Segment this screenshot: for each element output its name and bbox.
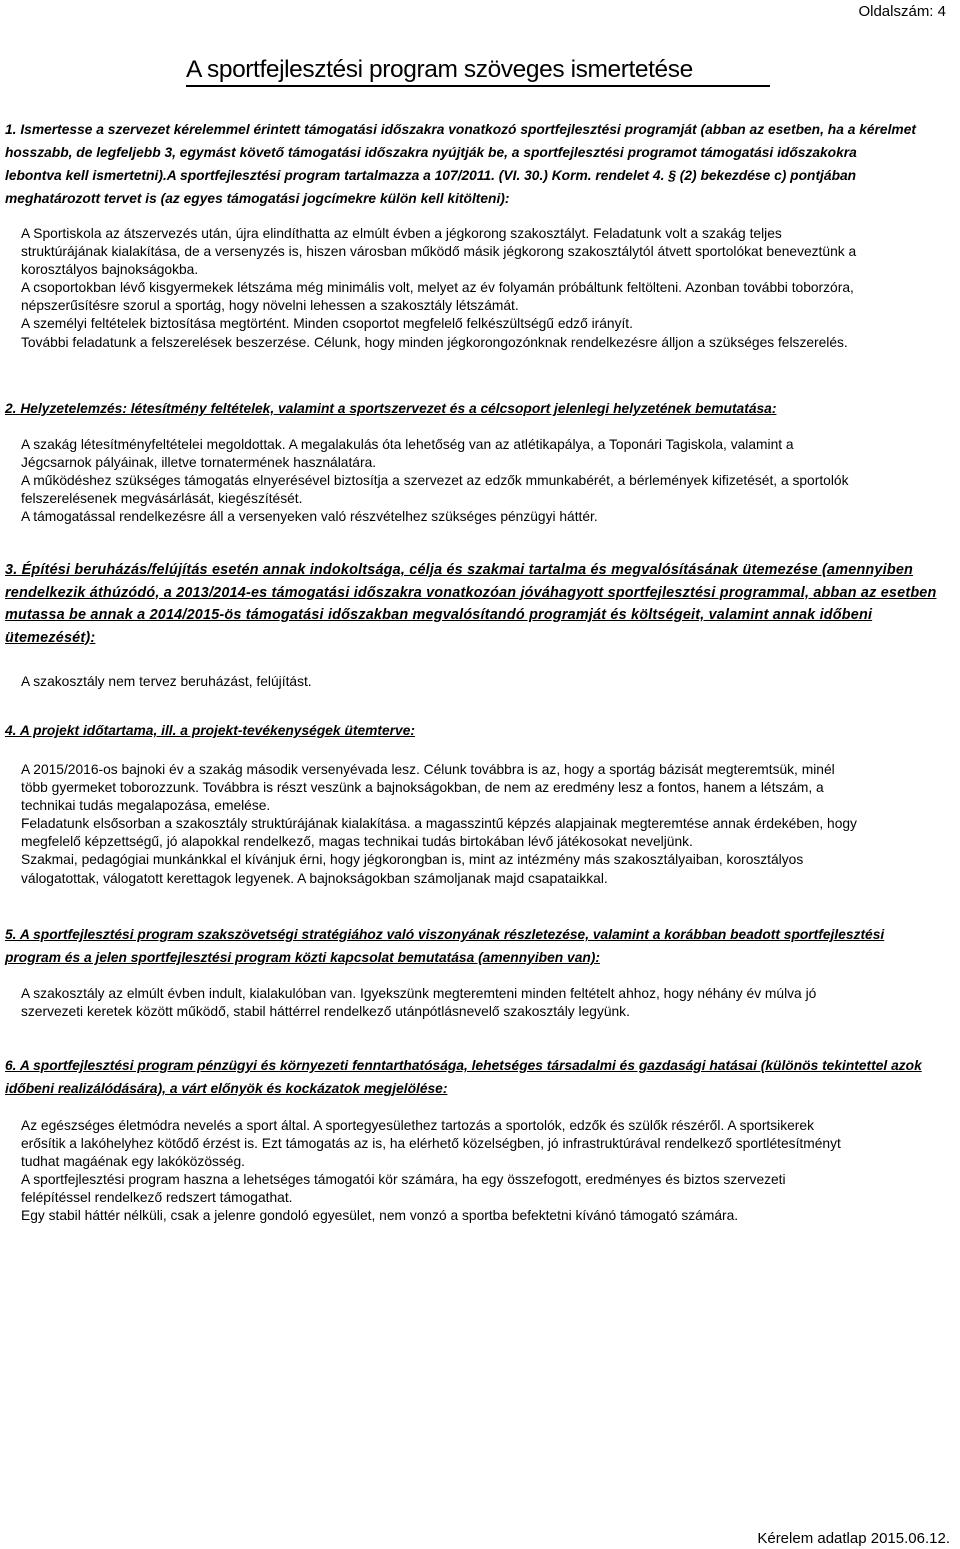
document-title: A sportfejlesztési program szöveges ismertetése <box>186 56 770 87</box>
body-line: erősítik a lakóhelyhez kötődő érzést is. Ezt támogatás az is, ha elérhető közelségben, jó infrastruktúrával rendelkező sportlétesítményt <box>21 1136 841 1152</box>
body-line: A sportfejlesztési program haszna a lehetséges támogatói kör számára, ha egy összefogott, eredményes és biztos szervezeti <box>21 1172 786 1188</box>
section-2-heading <box>5 397 955 420</box>
body-line: A működéshez szükséges támogatás elnyerésével biztosítja a szervezet az edzők mmunkabérét, a bérlemények kifizetését, a sportolók <box>21 473 849 489</box>
body-line: A szakosztály az elmúlt évben indult, kialakulóban van. Igyekszünk megteremteni minden feltételt ahhoz, hogy néhány év múlva jó <box>21 986 817 1001</box>
body-line: korosztályos bajnokságokba. <box>21 262 199 278</box>
body-line: Egy stabil háttér nélküli, csak a jelenre gondoló egyesület, nem vonzó a sportba befektetni kívánó támogató számára. <box>21 1208 739 1224</box>
body-line: válogatottak, válogatott kerettagok legyenek. A bajnokságokban számoljanak majd csapataikkal. <box>21 870 608 886</box>
section-4 <box>5 719 955 888</box>
body-line: tudhat magáénak egy lakóközösség. <box>21 1154 245 1170</box>
heading-line: program és a jelen sportfejlesztési program közti kapcsolat bemutatása (amennyiben van): <box>5 950 600 965</box>
body-line: felépítéssel rendelkező redszert támogathat. <box>21 1190 293 1206</box>
section-3 <box>5 559 955 691</box>
body-line: szervezeti keretek között működő, stabil háttérrel rendelkező utánpótlásnevelő szakosztály legyünk. <box>21 1004 630 1020</box>
body-line: struktúrájának kialakítása, de a versenyzés is, hiszen városban működő másik jégkorong szakosztálytól átvett sportolókat beneveztünk a <box>21 244 857 260</box>
heading-line: mutassa be annak a 2014/2015-ös támogatási időszakban megvalósítandó programját és költségeit, valamint annak időbeni <box>5 607 873 623</box>
section-5-body <box>5 985 955 1021</box>
section-2 <box>5 397 955 526</box>
body-line: technikai tudás megalapozása, emelése. <box>21 798 271 814</box>
body-line: Jégcsarnok pályáinak, illetve tornatermének használatára. <box>21 455 377 471</box>
section-6-body <box>5 1117 955 1226</box>
page-number: Oldalszám: 4 <box>858 3 946 20</box>
heading-line: 3. Építési beruházás/felújítás esetén annak indokoltsága, célja és szakmai tartalma és megvalósításának ütemezése (amennyiben <box>5 562 914 578</box>
body-line: népszerűsítésre szorul a sportág, hogy növelni lehessen a szakosztály létszámát. <box>21 298 519 314</box>
section-1-body <box>5 225 955 352</box>
body-line: A 2015/2016-os bajnoki év a szakág második versenyévada lesz. Célunk továbbra is az, hogy a sportág bázisát megteremtsük, minél <box>21 762 835 777</box>
section-4-body <box>5 761 955 888</box>
heading-line: meghatározott tervet is (az egyes támogatási jogcímekre külön kell kitölteni): <box>5 191 510 206</box>
section-5 <box>5 923 955 1021</box>
body-line: felszerelésenek megvásárlását, kiegészítését. <box>21 491 303 507</box>
body-line: Az egészséges életmódra nevelés a sport által. A sportegyesülethez tartozás a sportolók, edzők és szülők részéről. A sportsikerek <box>21 1118 814 1133</box>
body-line: A támogatással rendelkezésre áll a versenyeken való részvételhez szükséges pénzügyi háttér. <box>21 509 598 525</box>
footer-form-date: Kérelem adatlap 2015.06.12. <box>757 1530 950 1547</box>
body-line: Feladatunk elsősorban a szakosztály struktúrájának kialakítása. a magasszintű képzés alapjainak megteremtése annak érdekében, hogy <box>21 816 857 832</box>
heading-line: 1. Ismertesse a szervezet kérelemmel érintett támogatási időszakra vonatkozó sportfejlesztési programját (abban az esetben, ha a kérelmet <box>5 122 916 137</box>
section-6-heading <box>5 1054 955 1100</box>
heading-line: ütemezését): <box>5 629 96 646</box>
section-1 <box>5 118 955 352</box>
section-4-heading <box>5 719 955 742</box>
heading-line: 5. A sportfejlesztési program szakszövetségi stratégiához való viszonyának részletezése, valamint a korábban beadott sportfejlesztési <box>5 927 885 942</box>
section-5-heading <box>5 923 955 969</box>
body-line: A személyi feltételek biztosítása megtörtént. Minden csoportot megfelelő felkészültségű edző irányít. <box>21 316 633 332</box>
body-line: Szakmai, pedagógiai munkánkkal el kívánjuk érni, hogy jégkorongban is, mint az intézmény más szakosztályaiban, korosztályos <box>21 852 804 868</box>
heading-line: lebontva kell ismertetni).A sportfejlesztési program tartalmazza a 107/2011. (VI. 30.) Korm. rendelet 4. § (2) bekezdése c) pontjában <box>5 168 857 183</box>
section-3-body <box>5 673 955 691</box>
section-3-heading <box>5 559 955 649</box>
heading-line: 6. A sportfejlesztési program pénzügyi és környezeti fenntarthatósága, lehetséges társadalmi és gazdasági hatásai (különös tekintettel azok <box>5 1058 922 1073</box>
body-line: További feladatunk a felszerelések beszerzése. Célunk, hogy minden jégkorongozónknak rendelkezésre álljon a szükséges felszerelés. <box>21 334 848 350</box>
section-1-heading <box>5 118 955 210</box>
section-2-body <box>5 436 955 526</box>
body-line: megfelelő képzettségű, jó alapokkal rendelkező, magas technikai tudás birtokában lévő játékosokat neveljünk. <box>21 834 693 850</box>
heading-line: rendelkezik áthúzódó, a 2013/2014-es támogatási időszakra vonatkozóan jóváhagyott sportfejlesztési programmal, abban az esetben <box>5 584 937 601</box>
section-6 <box>5 1054 955 1226</box>
body-line: A Sportiskola az átszervezés után, újra elindíthatta az elmúlt évben a jégkorong szakosztályt. Feladatunk volt a szakág teljes <box>21 226 782 241</box>
body-line: A szakág létesítményfeltételei megoldottak. A megalakulás óta lehetőség van az atlétikapálya, a Toponári Tagiskola, valamint a <box>21 437 794 452</box>
heading-line: hosszabb, de legfeljebb 3, egymást követő támogatási időszakra nyújtják be, a sportfejlesztési programot támogatási időszakokra <box>5 145 857 160</box>
heading-line: 4. A projekt időtartama, ill. a projekt-tevékenységek ütemterve: <box>5 723 415 738</box>
body-line: A szakosztály nem tervez beruházást, felújítást. <box>21 674 312 689</box>
heading-line: 2. Helyzetelemzés: létesítmény feltételek, valamint a sportszervezet és a célcsoport jelenlegi helyzetének bemutatása: <box>5 401 777 416</box>
body-line: több gyermeket toborozzunk. Továbbra is részt veszünk a bajnokságokban, de nem az eredmény lesz a fontos, hanem a létszám, a <box>21 780 824 796</box>
heading-line: időbeni realizálódására), a várt előnyök és kockázatok megjelölése: <box>5 1081 448 1096</box>
body-line: A csoportokban lévő kisgyermekek létszáma még minimális volt, melyet az év folyamán próbáltunk feltölteni. Azonban további toborzóra, <box>21 280 854 296</box>
